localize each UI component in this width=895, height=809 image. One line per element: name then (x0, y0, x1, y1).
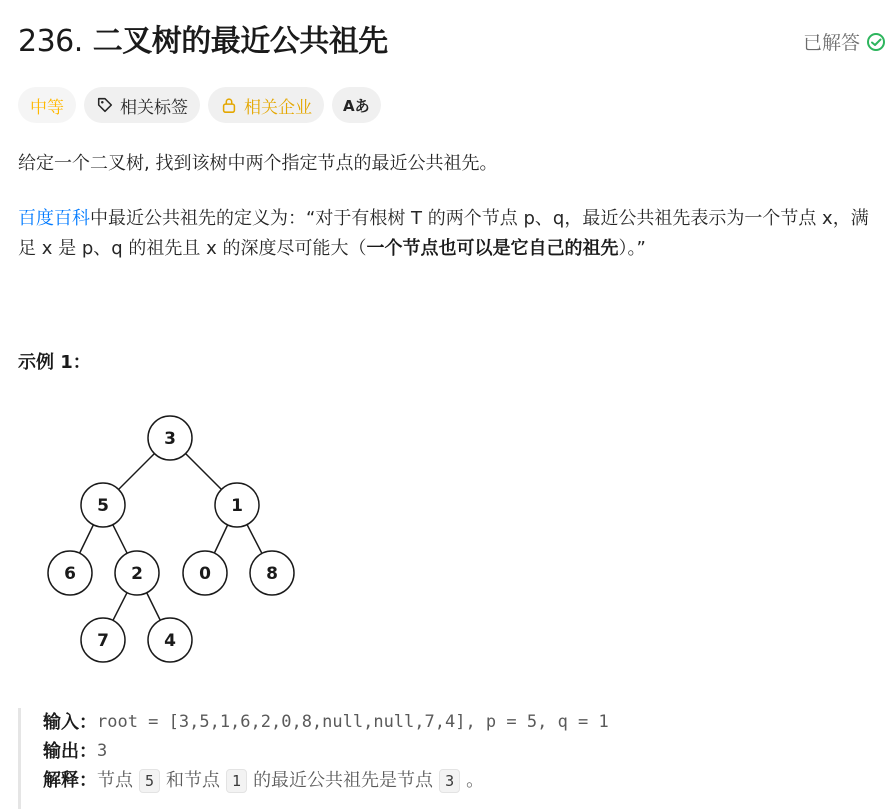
tree-node-label: 6 (64, 564, 76, 584)
companies-tag-button[interactable] (208, 87, 324, 123)
problem-header (18, 20, 886, 64)
solved-status (803, 28, 886, 55)
example-title: 示例 1： (18, 352, 91, 373)
explain-text: 节点 (97, 770, 133, 791)
definition-end: ）。” (618, 238, 646, 259)
tree-node-label: 0 (199, 564, 211, 584)
output-value: 3 (97, 741, 108, 761)
explain-text: 的最近公共祖先是节点 (253, 770, 434, 791)
translate-button[interactable] (332, 87, 381, 123)
output-label: 输出： (43, 741, 97, 762)
topics-tag-button[interactable] (84, 87, 200, 123)
input-value: root = [3,5,1,6,2,0,8,null,null,7,4], p = 5, q = 1 (97, 712, 609, 732)
inline-code: 5 (139, 769, 160, 793)
definition-text: 中最近公共祖先的定义为：“对于有根树 T 的两个节点 p、q，最近公共祖先表示为一个节点 x，满足 x 是 p、q 的祖先且 x 的深度尽可能大（ (18, 208, 869, 259)
explain-text: 和节点 (166, 770, 221, 791)
example-io-block (18, 708, 609, 809)
example-output-line (43, 737, 609, 766)
page-title (18, 20, 886, 64)
solved-label: 已解答 (802, 32, 860, 54)
example-input-line (43, 708, 609, 737)
translate-icon: Aあ (343, 96, 370, 115)
topics-tag-label: 相关标签 (120, 97, 188, 118)
tag-icon (96, 96, 114, 114)
tree-node-label: 3 (164, 429, 176, 449)
difficulty-label: 中等 (30, 97, 64, 118)
difficulty-badge[interactable] (18, 87, 76, 123)
tag-row (18, 87, 381, 123)
description-paragraph-2 (18, 204, 884, 264)
inline-code: 3 (439, 769, 460, 793)
explain-text: 。 (466, 770, 485, 791)
tree-node-label: 7 (97, 631, 109, 651)
tree-node-label: 1 (231, 496, 243, 516)
explain-label: 解释： (43, 770, 97, 791)
binary-tree-diagram (40, 410, 310, 670)
description-paragraph-1: 给定一个二叉树, 找到该树中两个指定节点的最近公共祖先。 (18, 153, 498, 174)
tree-node-label: 5 (97, 496, 109, 516)
example-explain-line (43, 766, 609, 795)
companies-tag-label: 相关企业 (244, 97, 312, 118)
problem-number: 236. (18, 24, 83, 59)
baidu-baike-link[interactable]: 百度百科 (18, 208, 90, 229)
tree-node-label: 8 (266, 564, 278, 584)
tree-node-label: 2 (131, 564, 143, 584)
check-circle-icon (866, 32, 886, 52)
input-label: 输入： (43, 712, 97, 733)
inline-code: 1 (226, 769, 247, 793)
lock-icon (220, 96, 238, 114)
definition-bold: 一个节点也可以是它自己的祖先 (366, 238, 619, 259)
problem-title: 二叉树的最近公共祖先 (92, 24, 388, 59)
tree-node-label: 4 (164, 631, 176, 651)
